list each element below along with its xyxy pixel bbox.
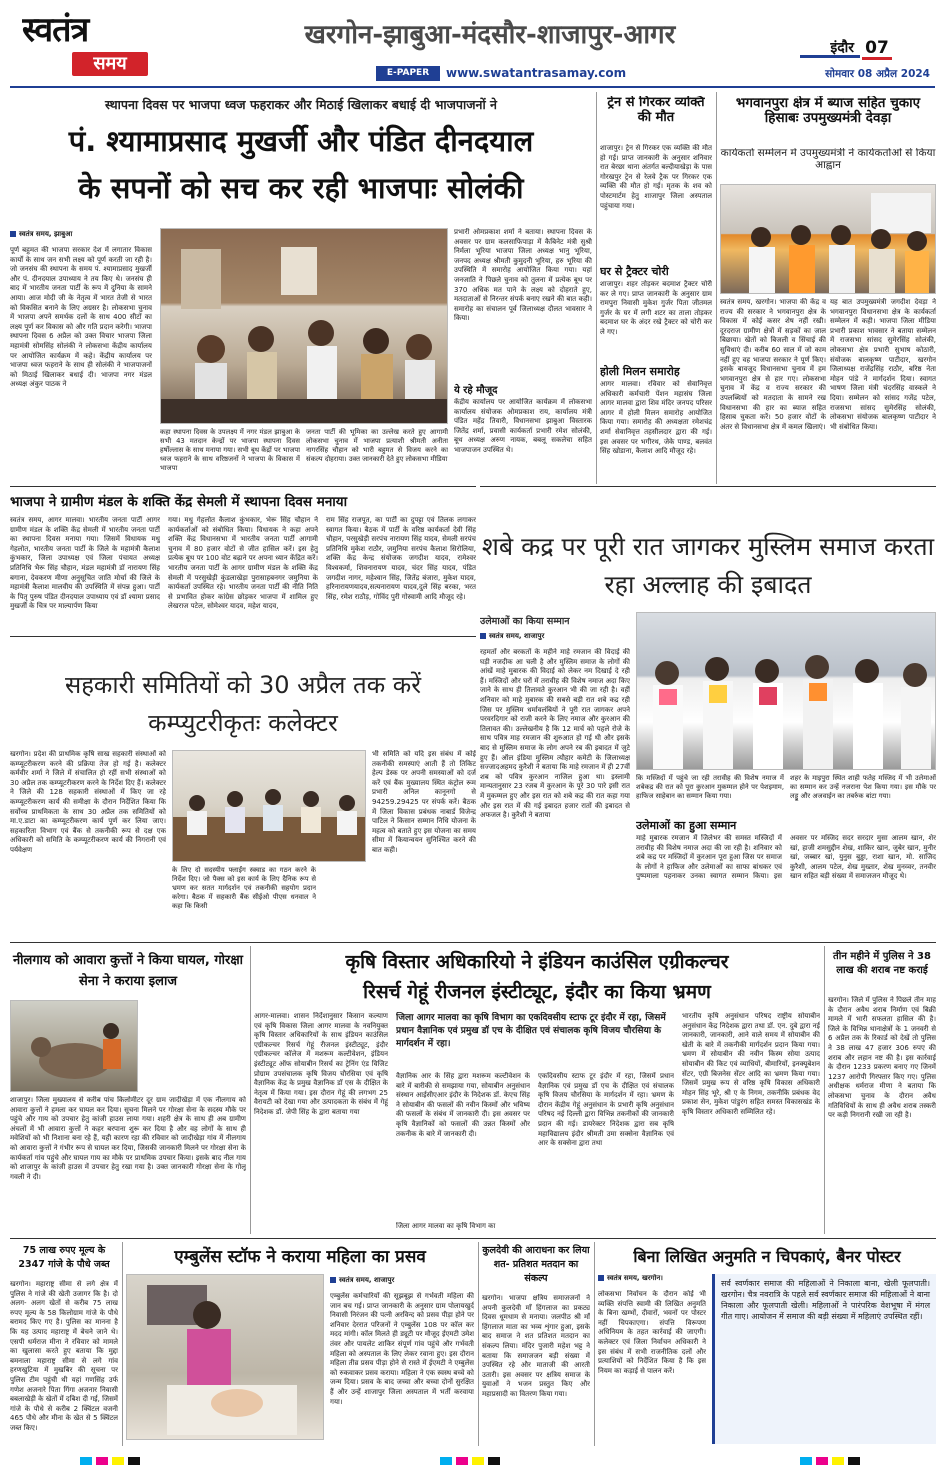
story-kuldevi-voting-pledge xyxy=(482,1242,590,1446)
story-bjp-foundation-day xyxy=(10,92,592,482)
story8-col1: आगर-मालवा। शासन निर्देशानुसार किसान कल्याण एवं कृषि विकास जिला आगर मालवा के नवनियुक्त कृषि विस्तार अधिकारियों के साथ इंडियन काउंसिल एग्रीकल्चर रिसर्च गेहूं रीजनल इंस्टीट्यूट, इंदौर एग्रीकल्चर कॉलेज में मशरूम कल्टीवेशन, इंडियन इंस्टीट्यूट ऑफ सोयाबीन रिसर्च का ट्रेनिंग एंड विजिट प्रोग्राम उपसंचालक कृषि विजय चौरसिया एवं कृषि वैज्ञानिक केंद्र के प्रमुख वैज्ञानिक डॉ एस के दीक्षित के नेतृत्व में किया गया। इस दौरान गेहूं की लगभग 25 वैरायटी को देखा गया और उत्पादकता के संबंध में गेहूं निदेशक डॉ. जेपी सिंह के द्वारा बताया गया xyxy=(254,1012,388,1116)
story2-sub-body: शाजापुर। शहर तोड़कर बदमाश ट्रैक्टर चोरी कर ले गए। प्राप्त जानकारी के अनुसार ग्राम रामपुरा निवासी मुकेश गुर्जर पिता जीतमल गुर्जर के घर में लगी शटर का ताला तोड़कर बदमाश घर के अंदर रखे ट्रैक्टर को चोरी कर ले गए। xyxy=(600,280,712,336)
story-deputy-cm-devda xyxy=(720,92,936,482)
website-text: www.swatantrasamay.com xyxy=(446,66,627,80)
story1-subheading: ये रहे मौजूद xyxy=(454,385,498,396)
story3-headline: भगवानपुरा क्षेत्र में ब्याज सहित चुकाए हिसाबः उपमुख्यमंत्री देवड़ा xyxy=(735,96,921,127)
story1-headline-line1: पं. श्यामाप्रसाद मुखर्जी और पंडित दीनदयाल xyxy=(68,124,534,158)
story4-col3: राम सिंह राजपूत, का पार्टी का दुपट्टा एवं तिलक लगाकर स्वागत किया। बैठक में पार्टी के वरिष्ठ कार्यकर्ता देवी सिंह चौहान, परसुखेड़ी सरपंच नारायण सिंह यादव, सेमली सरपंच प्रतिनिधि मुकेश राठौर, जमुनिया सरपंच कैलाश सिरोलिया, शक्ति केंद्र केन्द्र संयोजक जगदीश यादव, रामेश्वर विश्वकर्मा, शिवनारायण यादव, चंदर सिंह यादव, पंडित जगदीश नागर, महेश्वान सिंह, जितेंद्र बंजारा, मुकेश यादव, हरिनारायणयादव,सत्यनारायण यादव,दुले सिंह बरका, भरत सिंह, रमेश राठौड़, गोविंद पुरी गोस्वामी आदि मौजूद रहे। xyxy=(326,516,476,601)
story7-photo xyxy=(10,1000,138,1092)
story-shabe-qadr xyxy=(480,520,936,940)
story5-subheading: उलेमाओं का हुआ सम्मान xyxy=(636,819,737,832)
story1-photo xyxy=(160,228,448,424)
story6-col1: खरगोन। प्रदेश की प्राथमिक कृषि साख सहकारी संस्थाओं को कम्प्यूटरीकरण करने की प्रक्रिया तेज हो गई है। कलेक्टर कर्मवीर शर्मा ने जिले में संचालित हो रहीं सभी संस्थाओं को 30 अप्रैल तक कम्प्यूटरीकरण करने के निर्देश दिए हैं। कलेक्टर ने जिले की 128 सहकारी संस्थाओं में किए जा रहे कम्प्यूटरीकरण कार्य की समीक्षा के दौरान निर्देशित किया कि सर्वोच्च प्राथमिकता के साथ 30 अप्रैल तक समितियों को मा.ए.डाटा का कम्प्यूटरीकरण कार्य पूर्ण कर लिया जाए। सहकारिता विभाग एवं बैंक से तकनीकी रूप से दक्ष एक अधिकारी को समिति के कम्प्यूटरीकरण कार्य की निगरानी एवं पर्यवेक्षण xyxy=(10,750,166,854)
story12-body: खरगोन। भाजपा क्षत्रिय समाजजनों ने अपनी कुलदेवी माँ हिंगलाज का प्रकट्य दिवस धूमधाम से मनाया। जलपीठ श्री माँ हिंगलाज माता का भव्य शृंगार हुआ, इसके बाद समाज ने शत प्रतिशत मतदान का संकल्प लिया। मंदिर पुजारी महेश भट्ट ने बताया कि समाजजन बड़ी संख्या में उपस्थित रहे और माताजी की आरती उतारी। इस अवसर पर क्षत्रिय समाज के युवाओं ने भजन प्रस्तुत किए और महाप्रसादी का वितरण किया गया। xyxy=(482,1294,590,1398)
story1-col1: पूर्ण बहुमत की भाजपा सरकार देश में लगातार विकास कार्यों के साथ जन सभी लक्ष्य को पूर्ण करती जा रही है। जो जनसंघ की स्थापना के समय पं. श्यामाप्रसाद मुखर्जी और पं. दीनदयाल उपाध्याय ने तय किए थे। जनसंघ ही बाद में भारतीय जनता पार्टी के रूप में दुनिया के सामने आया। आज मोदी जी के नेतृत्व में भारत तेजी से भारत को विकसित बनाने के लिए अग्रसर है। लोकसभा चुनाव में भाजपा अपने समर्थक दलों के साथ 400 सीटों का लक्ष्य पूर्ण कर विकास को और गति प्रदान करेगी। भाजपा स्थापना दिवस 6 अप्रैल को उक्त विचार भाजपा जिला महामंत्री सोमसिंह सोलंकी ने लोकसभा केंद्रीय कार्यालय पर आयोजित कार्यक्रम में कहे। केंद्रीय कार्यालय पर भाजपा ध्वज फहराने के साथ ही सोलंकी ने भाजपाजनों को मिठाई खिलाकर बधाई दी। भाजपा नगर मंडल अध्यक्ष अंकुर पाठक ने xyxy=(10,246,152,389)
story12-headline: कुलदेवी की आराधना कर लिया शत- प्रतिशत मतदान का संकल्प xyxy=(482,1245,590,1284)
registration-marks xyxy=(0,1452,945,1464)
story-liquor-destroyed xyxy=(828,946,936,1234)
story13-byline: स्वतंत्र समय, खरगोन। xyxy=(598,1274,706,1286)
story5-photo-caption: कि मस्जिदों में पहुंचे जा रही तरावीह की विशेष नमाज में शबेकद्र की रात को पूरा कुरआन मुकम्मल होने पर पेशइमाम, हाफिज साहेबान का सम्मान किया गया। xyxy=(636,774,784,800)
story3-kicker: कार्यकर्ता सम्मेलन में उपमुख्यमंत्री ने कार्यकर्ताओं से किया आह्वान xyxy=(720,148,936,171)
story8-headline-line1: कृषि विस्तार अधिकारियो ने इंडियन काउंसिल एग्रीकल्चर xyxy=(345,951,729,973)
story5-headline: शबे कद्र पर पूरी रात जागकर मुस्लिम समाज करता रहा अल्लाह की इबादत xyxy=(481,532,935,599)
region-title: खरगोन-झाबुआ-मंदसौर-शाजापुर-आगर xyxy=(304,20,676,50)
story7-body: शाजापुर। जिला मुख्यालय से करीब पांच किलोमीटर दूर ग्राम जादीखेड़ा में एक नीलगाय को आवारा कुत्तों ने हमला कर घायल कर दिया। सूचना मिलने पर गोरक्षा सेना के सदस्य मौके पर पहुंचे और गाय को उपचार हेतु कांजी हाउस लाया गया। शहरी क्षेत्र के साथ ही अब ग्रामीण अंचलों में भी आवारा कुत्तों ने कहर बरपाना शुरू कर दिया है और वह लोगों के साथ ही मवेशियों को भी निशाना बना रहे हैं, यही कारण रहा की रविवार को जादीखेड़ा गांव में नीलगाय को आवारा कुत्तों ने गंभीर रूप से घायल कर दिया, जिसकी जानकारी मिलने पर गोरक्षा सेना के कार्यकर्ता गांव पहुंचे और घायल गाय का मौके पर प्राथमिक उपचार किया। इसके बाद नील गाय को शाजापुर के कांजी हाउस में उपचार हेतु रखा गया है। उक्त जानकारी गोरक्षा सेना के गोलू गवली ने दी। xyxy=(10,1096,246,1181)
story5-col3a: शहर के माइपुरा स्थित शाही फतेह मस्जिद में भी उलेमाओं का सम्मान कर उन्हें नजराना पेश किया गया। इस मौके पर लड्डू और अजवाईन का तबर्रुक बांटा गया। xyxy=(790,774,936,800)
story9-body: खरगोन। जिले में पुलिस ने पिछले तीन माह के दौरान अवैध शराब निर्माण एवं बिक्री मामले में भारी सफलता हासिल की है। जिले के विभिन्न थानाक्षेत्रों के 1 जनवरी से 6 अप्रैल तक के रिकार्ड को देखें तो पुलिस ने 38 लाख 47 हजार 306 रुपए की शराब और लहान नष्ट की है। इस कार्रवाई के दौरान 1233 प्रकरण बनाए गए जिनमें 1237 आरोपी गिरफ्तार किए गए। पुलिस अधीक्षक धर्मराज मीणा ने बताया कि लोकसभा चुनाव के दौरान अवैध गतिविधियों के साथ ही अवैध शराब तस्करी पर कड़ी निगरानी रखी जा रही है। xyxy=(828,996,936,1120)
story13-col1: लोकसभा निर्वाचन के दौरान कोई भी व्यक्ति संपत्ति स्वामी की लिखित अनुमति के बिना खम्भों, दीवारों, भवनों पर पोस्टर नहीं चिपकाएगा। संपत्ति विरूपण अधिनियम के तहत कार्रवाई की जाएगी। कलेक्टर एवं जिला निर्वाचन अधिकारी ने इस संबंध में सभी राजनीतिक दलों और प्रत्याशियों को निर्देशित किया है कि इस नियम का कड़ाई से पालन करें। xyxy=(598,1290,706,1375)
masthead xyxy=(0,0,945,88)
story6-photo xyxy=(172,750,366,862)
epaper-badge: E-PAPER xyxy=(376,66,440,81)
story5-photo xyxy=(636,612,936,770)
story5-kicker: उलेमाओं का किया सम्मान xyxy=(480,616,570,627)
story10-headline: 75 लाख रुपए मूल्य के 2347 गांजे के पौधे जब्त xyxy=(18,1245,110,1270)
story2-headline: ट्रेन से गिरकर व्यक्ति की मौत xyxy=(607,96,705,125)
logo-top-text: स्वतंत्र xyxy=(22,10,89,50)
story5-col1: रहमतों और बरकतों के महीने माहे रमजान की विदाई की घड़ी नजदीक आ चली है और मुस्लिम समाज के लोगों की आंखें माहे मुबारक की विदाई को लेकर नम दिखाई दे रही हैं। मस्जिदों और घरों में तरावीह की विशेष नमाज अदा किए जाने के साथ ही तिलावते कुरआन भी की जा रही है। वहीं शनिवार को माहे मुबारक की सबसे बड़ी रात शबे कद्र रही जिस पर मुस्लिम धर्मावलंबियों ने पूरी रात जागकर अपने परवरदिगार को राजी करने के लिए नमाज और कुरआन की तिलावत की। उल्लेखनीय है कि 12 मार्च को पहले रोजे के साथ पवित्र माह रमजान की शुरुआत हो गई थी और इसके बाद से मुस्लिम समाज के लोग अपने रब की इबादत में जुटे हुए हैं। ऑल इंडिया मुस्लिम त्यौहार कमेटी के जिलाध्यक्ष सज्जादअहमद कुरैशी ने बताया कि माहे रमजान में ही 27वीं शब को पवित्र कुरआन नाजिल हुआ था। इस्लामी मान्यतानुसार 23 रजब में कुरआन के पूरे 30 पारे इसी रात में मुकम्मल हुए और इस रात को शबे कद्र की रात कहा गया और इस रात में की गई इबादत हजार रातों की इबादत से अफजल है। कुरैशी ने बताया xyxy=(480,648,630,820)
story8-headline-line2: रिसर्च गेहूं रीजनल इंस्टीट्यूट, इंदौर का किया भ्रमण xyxy=(363,981,711,1003)
city-label: इंदौर xyxy=(800,38,860,58)
story6-col3: भी समिति को यदि इस संबंध में कोई तकनीकी समस्याएं आती हैं तो तिकिट हेल्प डेस्क पर अपनी समस्याओं को दर्ज करें एवं बैंक मुख्यालय स्थित कंट्रोल रूम प्रभारी अनिल कानूनगो से 94259.29425 पर संपर्क करें। बैठक में जिला विकास प्रबंधक नाबार्ड विजेन्द्र पाटिल ने किसान सम्मान निधि योजना के महत्व को बताते हुए इस योजना का समय सीमा में कियान्वयन सुनिश्चित करने की बात कही। xyxy=(372,750,476,854)
story6-headline: सहकारी समितियों को 30 अप्रैल तक करें कम्प्युटरीकृतः कलेक्टर xyxy=(64,671,422,737)
story10-body: खरगोन। महाराष्ट्र सीमा से लगे क्षेत्र में पुलिस ने गांजे की खेती उजागर कि है। दो अलग- अलग खेतों से करीब 75 लाख रुपए मूल्य के 58 किलोग्राम गांजे के पौधे बरामद किए गए है। पुलिस का मानना है कि यह उत्पाद महाराष्ट्र में बेचने जाने थे। एसपी धर्मराज मीना ने रविवार को मामले का खुलासा करते हुए बताया कि मुद्दा बमनाला महाराष्ट्र सीमा से लगे गांव हरणखुटिया में मुखबिर की सूचना पर पुलिस टीम पहुंची थी यहां गणसिंह उर्फ गणेश अजनारे पिता गिंगा अजनार निवासी बबलाखेड़ी के खेतों में दबिश दी गई, जिसमें गांजे के पौधे से करीब 2 क्विंटल वजनी 465 पौधे और मीना के खेत से 5 क्विंटल जब्त किए। xyxy=(10,1280,118,1432)
page-number: 07 xyxy=(862,36,892,60)
story13-headline: बिना लिखित अनुमति न चिपकाएं, बैनर पोस्टर xyxy=(633,1247,901,1266)
story8-col4: भारतीय कृषि अनुसंधान परिषद राष्ट्रीय सोयाबीन अनुसंधान केंद्र निदेशक द्वारा तथा डॉ. एन. दुबे द्वारा नई जानकारी, जानकारी, आने वाले समय में सोयाबीन की खेती के बारे में तकनीकी मार्गदर्शन प्रदान किया गया। भ्रमण में सोयाबीन की नवीन किस्म सोया उत्पाद सोयाबीन की किट एवं व्याधियों, बीमारियों, इनक्यूबेशन सेंटर, एग्री बिजनेस सेंटर आदि का भ्रमण किया गया। जिसमें प्रमुख रूप से वरिष्ठ कृषि विकास अधिकारी मोहन सिंह भूरे, श्री ए के निगम, तकनीकि प्रबंधक वेद प्रकाश सेन, मुकेश पांडुरंग सहित समस्त विकासखंड के कृषि विस्तार अधिकारी सम्मिलित रहे। xyxy=(682,1012,820,1116)
story13-col2: सर्व स्वर्णकार समाज की महिलाओं ने निकाला बाना, खेली फूलपाती। खरगोन। चैत्र नवरात्रि के पहले सर्व स्वर्णकार समाज की महिलाओं ने बाना निकाला और फूलपाती खेली। महिलाओं ने पारंपरिक वेशभूषा में मंगल गीत गाए। आयोजन में समाज की बड़ी संख्या में महिलाएं उपस्थित रहीं। xyxy=(712,1274,936,1444)
story2-subheading: घर से ट्रैक्टर चोरी xyxy=(600,265,669,278)
story4-col1: स्वतंत्र समय, आगर मालवा। भारतीय जनता पार्टी आगर ग्रामीण मंडल के शक्ति केंद्र सेमली में भारतीय जनता पार्टी का स्थापना दिवस मनाया गया। जिसमें विधायक मधु गेहलोत, भारतीय जनता पार्टी के जिले के महामंत्री कैलाश कुंभकार, जिला उपाध्यक्ष एवं जिला पंचायत अध्यक्ष प्रतिनिधि भैरू सिंह चौहान, मंडल महामंत्री डॉ नारायण सिंह बगाना, देवकरण मीणा अनुसूचित जाति मोर्चा की जिले के महामंत्री कैलाश मालवीय की उपस्थिति में संपन्न हुआ। पार्टी के पितृ पुरुष पंडित दीनदयाल उपाध्याय एवं डॉ श्यामा प्रसाद मुखर्जी के चित्र पर माल्यार्पण किया xyxy=(10,516,160,611)
logo-bottom-text: समय xyxy=(93,53,127,74)
story11-byline: स्वतंत्र समय, शाजापुर xyxy=(330,1276,474,1288)
story1-col4a: प्रभारी ओमप्रकाश शर्मा ने बताया। स्थापना दिवस के अवसर पर ग्राम कलसाफिपाड़ा में कैबिनेट मंत्री सुश्री निर्मला भूरिया भाजपा जिला अध्यक्ष भानु भूरिया, जनपद अध्यक्ष श्रीमती कुमुदनी भूरिया, हरु भूरिया की उपस्थिति में समारोह आयोजित किया गया। यहां जनजाति ने पिछले चुनाव को तुलना में प्रत्येक बूथ पर 370 अधिक मत पाने के लक्ष्य को दोहराते हुए, मतदाताओं से निरन्तर संपर्क बनाए रखने की बात कही। समारोह का संचालन पूर्व जिलाध्यक्ष दौलत भावसार ने किया। xyxy=(454,228,592,323)
logo xyxy=(22,10,162,82)
story1-col4b: केंद्रीय कार्यालय पर आयोजित कार्यक्रम में लोकसभा कार्यालय संयोजक ओमप्रकाश राय, कार्यालय मंत्री पंडित महेंद्र तिवारी, विधानसभा झाबुआ विस्तारक जितेंद्र शर्मा, प्रवासी कार्यकर्ता प्रभारी रमेश सोलंकी, बूथ अध्यक्ष अरुण नायक, बबलू सकलेचा सहित भाजपाजन उपस्थित थे। xyxy=(454,398,592,454)
story-train-death xyxy=(600,92,712,482)
story-cooperative-computerization xyxy=(10,640,476,938)
story4-headline: भाजपा ने ग्रामीण मंडल के शक्ति केंद्र सेमली में स्थापना दिवस मनाया xyxy=(10,494,348,510)
story-ganja-seized xyxy=(10,1242,118,1446)
story11-headline: एम्बुलेंस स्टॉफ ने कराया महिला का प्रसव xyxy=(174,1247,426,1267)
story5-sub-body: माहे मुबारक रमजान में जिलेभर की समस्त मस्जिदों में तरावीह की विशेष नमाज अदा की जा रही है। शनिवार को शबे कद्र पर मस्जिदों में कुरआन पूरा हुआ जिस पर समाज के लोगों ने हाफिज और उलेमाओं का साफा बांधकर एवं पुष्पमाला पहनाकर उनका स्वागत सम्मान किया। इस अवसर पर मस्जिद सदर सरदार मुसा आलम खान, शेर खां, हाजी शमसुद्दीन शेख, शाकिर खान, जुबेर खान, मुनीर खां, जब्बार खां, युनुस बुड्ढा, राशा खान, मो. साजिद कुरैशी, आलम पटेल, शेख मुख्तार, शेख मुनव्वर, तनवीर खान सहित बड़ी संख्या में समाजजन मौजूद थे। xyxy=(636,834,936,881)
story5-byline: स्वतंत्र समय, शाजापुर xyxy=(480,632,630,644)
story8-col2b: जिला आगर मालवा का कृषि विभाग का xyxy=(396,1222,496,1230)
story1-kicker: स्थापना दिवस पर भाजपा ध्वज फहराकर और मिठाई खिलाकर बधाई दी भाजपाजनों ने xyxy=(105,97,497,112)
story7-headline: नीलगाय को आवारा कुत्तों ने किया घायल, गोरक्षा सेना ने कराया इलाज xyxy=(12,953,244,989)
story-ambulance-delivery xyxy=(126,1242,474,1446)
story-nilgai-injured xyxy=(10,946,246,1234)
story1-byline: स्वतंत्र समय, झाबुआ xyxy=(10,230,150,242)
story8-col2: वैज्ञानिक आर के सिंह द्वारा मशरूम कल्टीवेशन के बारे में बारीकी से समझाया गया, सोयाबीन अनुसंधान संस्थान आईसीएआर इंदौर के निदेशक डॉ. केएच सिंह ने सोयाबीन की फसलों की नवीन किस्मों और भविष्य की फसलों के संबंध में जानकारी दी। इस अवसर पर कृषि वैज्ञानिकों को फसलों की उन्नत किस्मों और तकनीक के बारे में जानकारी दी। xyxy=(396,1072,530,1138)
story1-headline-line2: के सपनों को सच कर रही भाजपाः सोलंकी xyxy=(78,171,524,205)
story1-col3: जनता पार्टी की भूमिका का उल्लेख करते हुए आगामी लोकसभा चुनाव में भाजपा प्रत्याशी श्रीमती अनीता नागरसिंह चौहान को भारी बहुमत से विजय करने का संकल्प दोहराया। उक्त जानकारी देते हुए लोकसभा मीडिया xyxy=(306,428,448,463)
story3-col2: यह बात उपमुख्यमंत्री जगदीश देवड़ा ने भगवानपुरा विधानसभा क्षेत्र के कार्यकर्ता सम्मेलन में कही। भाजपा जिला मीडिया प्रभारी प्रकाश भावसार ने बताया सम्मेलन में राजसभा सांसद सुमेरसिंह सोलंकी, लोकसभा क्षेत्र प्रभारी सुभाष कोठारी, संयोजक बालकृष्ण पाटीदार, खरगोन जिलाध्यक्ष राजेंद्रसिंह राठौर, बरिष्ठ नेता मोहन पांडे ने मार्गदर्शन दिया। स्वागत भाषण जिला मंत्री चंदरसिंह वास्कले ने दिया। सम्मेलन को सांसद गजेंद्र पटेल, राजसभा सांसद सुमेरसिंह सोलंकी, लोकसभा संयोजक बालकृष्ण पाटीदार ने भी संबोधित किया। xyxy=(830,298,936,431)
story9-headline: तीन महीने में पुलिस ने 38 लाख की शराब नष्ट कराई xyxy=(833,951,931,976)
story2-sub2-body: आगर मालवा। रविवार को सेवानिवृत्त अधिकारी कर्मचारी पेंशन महासंघ जिला आगर मालवा द्वारा शिव मंदिर जनपद परिसर आगर में होली मिलन समारोह आयोजित किया गया। समारोह की अध्यक्षता रमेशचंद्र शर्मा सेवानिवृत्त तहसीलदार द्वारा की गई। इस अवसर पर भगीरथ, जेके पाण्ड, बलवंत सिंह खोडाना, कैलाश आदि मौजूद रहे। xyxy=(600,380,712,456)
story11-col1: एम्बुलेंस कर्मचारियों की सूझबूझ से गर्भवती महिला की जान बच गई। प्राप्त जानकारी के अनुसार ग्राम पोलायखुर्द निवासी निरंजन की पत्नी अरविन्द को प्रसव पीड़ा होने पर शनिवार देररात परिजनों ने एम्बुलेंस 108 पर कॉल कर मदद मांगी। कॉल मिलते ही ड्यूटी पर मौजूद ईएमटी उमेश तंवर और पायलेट शाकिर संपूर्ण गांव पहुंचे और गर्भवती महिला को अस्पताल के लिए लेकर रवाना हुए। इस दौरान महिला तीव्र प्रसव पीड़ा होने से रास्ते में ईएमटी ने एम्बुलेंस को रुकवाकर प्रसव कराया। महिला ने एक स्वस्थ बच्चे को जन्म दिया। प्रसव के बाद जच्चा और बच्चा दोनों सुरक्षित हैं और उन्हें शाजापुर जिला अस्पताल में भर्ती करवाया गया। xyxy=(330,1292,474,1406)
story1-photo-caption: कहा स्थापना दिवस के उपलक्ष्य में नगर मंडल झाबुआ के सभी 43 मतदान केन्द्रों पर भाजपा स्थापना दिवस हर्षोल्लास के साथ मनाया गया। सभी बूथ केंद्रों पर भाजपा ध्वज फहराने के साथ वरिष्ठजनों ने भाजपा के विकास में भाजपा xyxy=(160,428,300,472)
date-line: सोमवार 08 अप्रैल 2024 xyxy=(825,68,930,80)
story2-subheading-2: होली मिलन समारोह xyxy=(600,365,680,378)
story-semli-foundation-day xyxy=(10,490,476,632)
story-poster-permission xyxy=(598,1242,936,1446)
story4-col2: गया। मधु गेहलोत कैलाश कुंभकार, भेरू सिंह चौहान ने कार्यकर्ताओं को संबोधित किया। विधायक ने कहा अपने शक्ति केंद्र विधानसभा में भारतीय जनता पार्टी आगामी चुनाव में 80 हजार वोटों से जीत हासिल करें। इस हेतु प्रत्येक बूथ पर 100 वोट बढ़ाने पर अपना ध्यान केंद्रित करें। भारतीय जनता पार्टी के आगर ग्रामीण मंडल के शक्ति केंद्र सेमली में परसुखेड़ी कुंडलाखेड़ा पुरासाहबनगर जमुनिया के कार्यकर्ता उपस्थित रहे। भारतीय जनता पार्टी की नीति निति से प्रभावित होकर कांग्रेस छोड़कर भाजपा में शामिल हुए लेखराज पटेल, सोमेश्वर यादव, महेश यादव, xyxy=(168,516,318,611)
story8-col3: एकदिवसीय स्टाफ टूर इंदौर में रहा, जिसमें प्रधान वैज्ञानिक एवं प्रमुख डॉ एच के दीक्षित एवं संचालक कृषि विजय चौरसिया के मार्गदर्शन में रहा। भ्रमण के दौरान केंद्रीय गेहूं अनुसंधान के प्रभारी कृषि अनुसंधान परिषद नई दिल्ली द्वारा विभिन्न तकनीकों की जानकारी प्रदान की गई। डायरेक्टर निदेशक द्वारा सब कृषि महाविद्यालय इंदौर श्रीमती उमा सक्सेना वैज्ञानिक एवं आर के सक्सेना द्वारा तथा xyxy=(538,1072,674,1148)
story8-kicker: जिला आगर मालवा का कृषि विभाग का एकदिवसीय स्टाफ टूर इंदौर में रहा, जिसमें प्रधान वैज्ञानिक एवं प्रमुख डॉ एच के दीक्षित एवं संचालक कृषि विजय चौरसिया के मार्गदर्शन में रहा। xyxy=(396,1013,666,1049)
story-agri-officers-visit xyxy=(254,946,820,1234)
story3-photo xyxy=(720,184,936,294)
story2-body: शाजापुर। ट्रेन से गिरकर एक व्यक्ति की मौत हो गई। प्राप्त जानकारी के अनुसार शनिवार रात बेरछा थाना अंतर्गत बल्दीयाखेड़ा के पास गोरखपुर ट्रेन से रेलवे ट्रैक पर गिरकर एक व्यक्ति की मौत हो गई। मृतक के शव को पोस्टमार्टम हेतु शाजापुर जिला अस्पताल पहुंचाया गया। xyxy=(600,144,712,210)
story6-photo-caption: के लिए दो सदस्यीय फ्लाईंग स्क्वाड का गठन करने के निर्देश दिए। जो पैक्स को इस कार्य के लिए दैनिक रूप से भ्रमण कर सतत मार्गदर्शन एवं तकनीकी सहयोग प्रदान करेगा। बैठक में सहकारी बैंक सीईओ पीएस धनवाल ने कहा कि किसी xyxy=(172,866,316,910)
story11-photo xyxy=(126,1274,324,1440)
story3-col1: स्वतंत्र समय, खरगोन। भाजपा की केंद्र व राज्य की सरकार ने भगवानपुरा क्षेत्र के विकास में कोई कसर शेष नहीं रखी। दूरदराज ग्रामीण क्षेत्रों में सड़कों का जाल बिछाया। खेतों को बिजली व सिंचाई की सुविधाएं दी। करीब 60 साल में जो काम नहीं हुए वह भाजपा सरकार ने पूर्ण किए। इसके बावजूद विधानसभा चुनाव में हम भगवानपुरा क्षेत्र से हार गए। लोकसभा चुनाव में केंद्र व राज्य सरकार की उपलब्धियों को मतदाता के सामने रख विधानसभा की हार का ब्याज सहित हिसाब चुकता करें। 50 हजार वोटों के अंतर से विधानसभा क्षेत्र में कमल खिलाएं। xyxy=(720,298,826,431)
